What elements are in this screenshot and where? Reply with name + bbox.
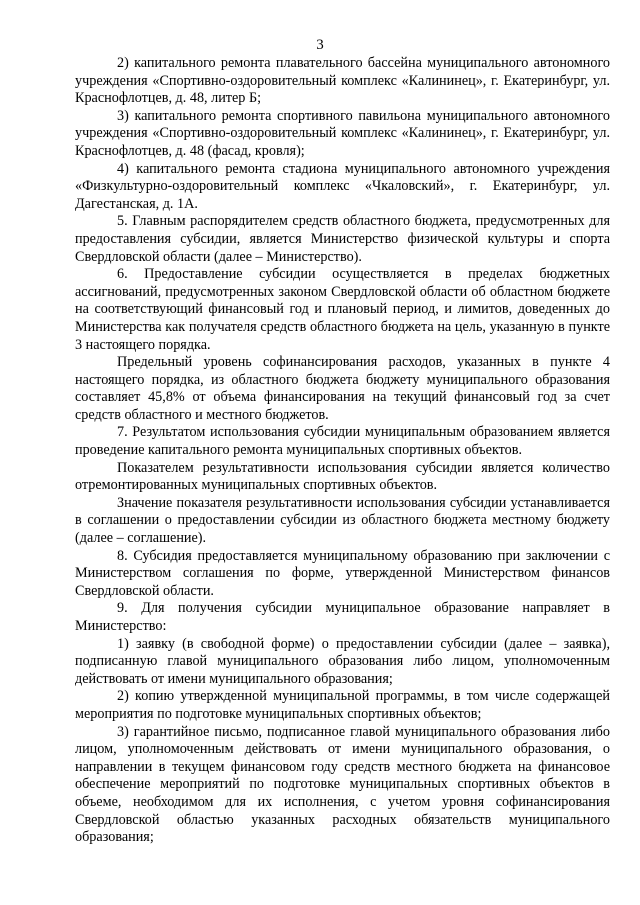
body-text bbox=[75, 55, 610, 847]
paragraph-performance-indicator: Показателем результативности использования субсидии является количество отремонтированных муниципальных спортивных объектов. bbox=[75, 459, 610, 494]
paragraph-cofinancing-level: Предельный уровень софинансирования расходов, указанных в пункте 4 настоящего порядка, из областного бюджета бюджету муниципального образования составляет 45,8% от объема финансирования на текущий финансовый год за счет средств областного и местного бюджетов. bbox=[75, 354, 610, 423]
paragraph-indicator-value: Значение показателя результативности использования субсидии устанавливается в соглашении о предоставлении субсидии из областного бюджета местному бюджету (далее – соглашение). bbox=[75, 494, 610, 547]
paragraph-clause-5: 5. Главным распорядителем средств областного бюджета, предусмотренных для предоставления субсидии, является Министерство физической культуры и спорта Свердловской области (далее – Министерство). bbox=[75, 213, 610, 265]
paragraph-subitem-2: 2) копию утвержденной муниципальной программы, в том числе содержащей мероприятия по подготовке муниципальных спортивных объектов; bbox=[75, 688, 610, 722]
paragraph-clause-8: 8. Субсидия предоставляется муниципальному образованию при заключении с Министерством соглашения по форме, утвержденной Министерством финансов Свердловской области. bbox=[75, 547, 610, 599]
paragraph-subitem-3: 3) гарантийное письмо, подписанное главой муниципального образования либо лицом, уполномоченным действовать от имени муниципального образования, о направлении в текущем финансовом году средств местного бюджета на финансовое обеспечение мероприятий по подготовке муниципальных спортивных объектов в объеме, необходимом для их исполнения, с учетом уровня софинансирования Свердловской областью указанных расходных обязательств муниципального образования; bbox=[75, 723, 610, 846]
paragraph-item-4: 4) капитального ремонта стадиона муниципального автономного учреждения «Физкультурно-оздоровительный комплекс «Чкаловский», г. Екатеринбург, ул. Дагестанская, д. 1А. bbox=[75, 160, 610, 212]
paragraph-item-3: 3) капитального ремонта спортивного павильона муниципального автономного учреждения «Спортивно-оздоровительный комплекс «Калининец», г. Екатеринбург, ул. Краснофлотцев, д. 48 (фасад, кровля); bbox=[75, 107, 610, 159]
paragraph-subitem-1: 1) заявку (в свободной форме) о предоставлении субсидии (далее – заявка), подписанную главой муниципального образования либо лицом, уполномоченным действовать от имени муниципального образования; bbox=[75, 635, 610, 687]
paragraph-clause-6: 6. Предоставление субсидии осуществляется в пределах бюджетных ассигнований, предусмотренных законом Свердловской области об областном бюджете на соответствующий финансовый год и плановый период, и лимитов, доведенных до Министерства как получателя средств областного бюджета на цель, указанную в пункте 3 настоящего порядка. bbox=[75, 266, 610, 353]
paragraph-item-2: 2) капитального ремонта плавательного бассейна муниципального автономного учреждения «Спортивно-оздоровительный комплекс «Калининец», г. Екатеринбург, ул. Краснофлотцев, д. 48, литер Б; bbox=[75, 55, 610, 107]
page-number: 3 bbox=[316, 37, 324, 53]
paragraph-clause-7: 7. Результатом использования субсидии муниципальным образованием является проведение капитального ремонта муниципальных спортивных объектов. bbox=[75, 424, 610, 459]
paragraph-clause-9: 9. Для получения субсидии муниципальное образование направляет в Министерство: bbox=[75, 600, 610, 634]
